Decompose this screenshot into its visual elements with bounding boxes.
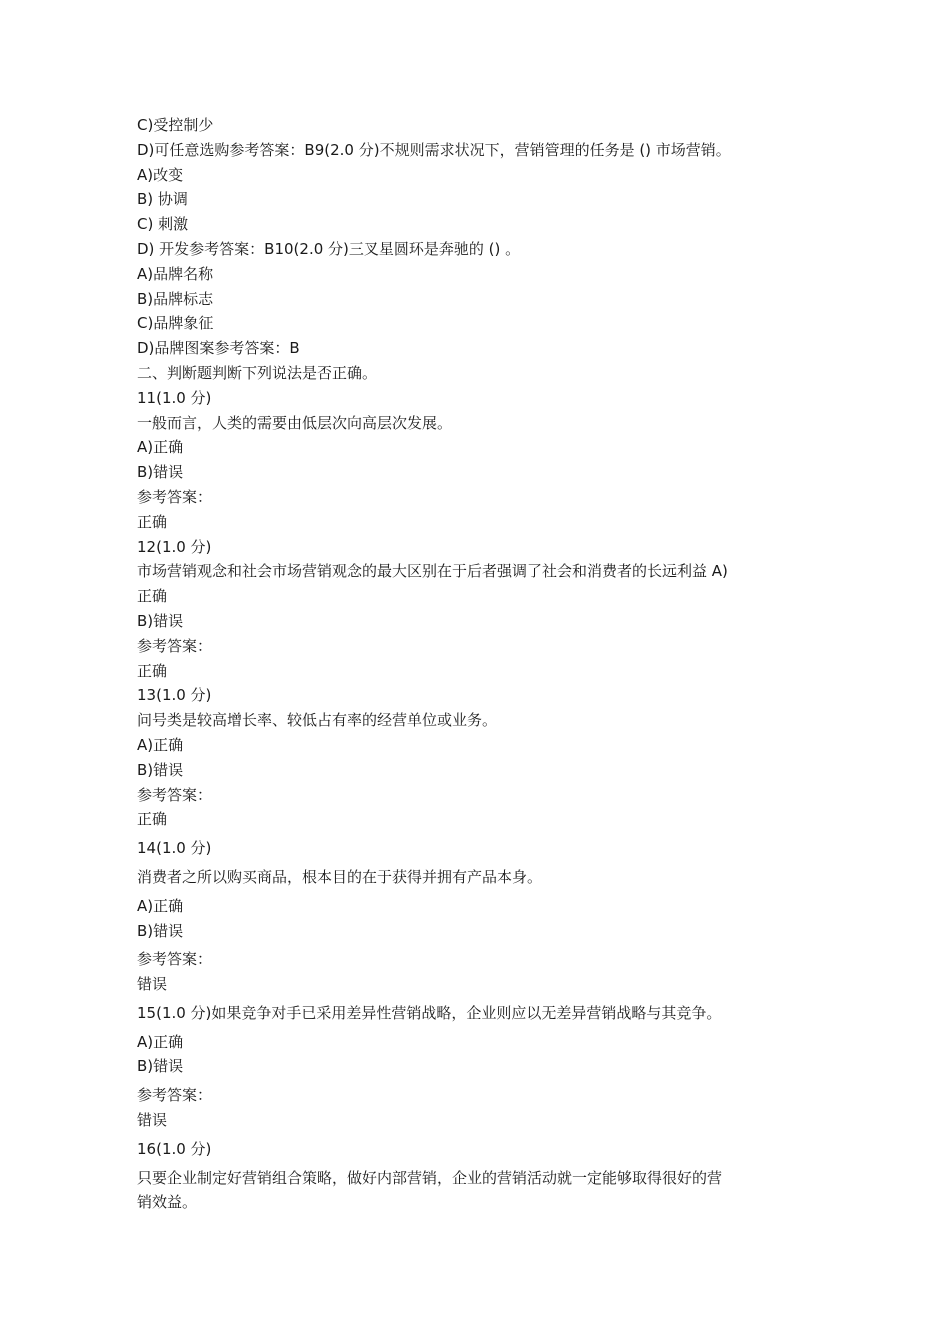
option-d-q9-answer-q10: D) 开发参考答案：B10(2.0 分)三叉星圆环是奔驰的 () 。: [137, 239, 521, 258]
question-number-11: 11(1.0 分): [137, 388, 212, 407]
answer-value-q13: 正确: [137, 810, 168, 829]
answer-label-q15: 参考答案：: [137, 1086, 213, 1105]
question-number-12: 12(1.0 分): [137, 537, 212, 556]
answer-value-q14: 错误: [137, 975, 168, 994]
option-b-q13: B)错误: [137, 760, 184, 779]
answer-value-q15: 错误: [137, 1111, 168, 1130]
option-c-q8: C)受控制少: [137, 116, 214, 134]
option-a-q13: A)正确: [137, 735, 184, 754]
answer-label-q13: 参考答案：: [137, 785, 213, 804]
option-c-q9: C) 刺激: [137, 215, 189, 234]
option-b-q14: B)错误: [137, 921, 184, 940]
option-a-q12: 正确: [137, 587, 168, 606]
question-number-13: 13(1.0 分): [137, 686, 212, 705]
option-b-q15: B)错误: [137, 1057, 184, 1076]
answer-value-q11: 正确: [137, 512, 168, 531]
option-b-q12: B)错误: [137, 611, 184, 630]
answer-label-q12: 参考答案：: [137, 636, 213, 655]
question-15: 15(1.0 分)如果竞争对手已采用差异性营销战略，企业则应以无差异营销战略与其竞争。: [137, 1003, 722, 1022]
option-a-q14: A)正确: [137, 896, 184, 915]
option-a-q10: A)品牌名称: [137, 264, 214, 283]
question-text-13: 问号类是较高增长率、较低占有率的经营单位或业务。: [137, 711, 498, 730]
option-b-q11: B)错误: [137, 463, 184, 482]
option-d-q8-answer-q9: D)可任意选购参考答案：B9(2.0 分)不规则需求状况下，营销管理的任务是 () 市场营销。: [137, 140, 731, 159]
question-text-12: 市场营销观念和社会市场营销观念的最大区别在于后者强调了社会和消费者的长远利益 A): [137, 562, 728, 581]
option-a-q11: A)正确: [137, 438, 184, 457]
question-number-16: 16(1.0 分): [137, 1139, 212, 1158]
option-d-q10-answer: D)品牌图案参考答案：B: [137, 339, 300, 358]
answer-label-q11: 参考答案：: [137, 487, 213, 506]
option-a-q9: A)改变: [137, 165, 184, 184]
question-text-11: 一般而言，人类的需要由低层次向高层次发展。: [137, 413, 453, 432]
section-heading: 二、判断题判断下列说法是否正确。: [137, 363, 378, 382]
question-text-14: 消费者之所以购买商品，根本目的在于获得并拥有产品本身。: [137, 867, 543, 886]
answer-value-q12: 正确: [137, 661, 168, 680]
answer-label-q14: 参考答案：: [137, 950, 213, 969]
question-text-16-cont: 销效益。: [137, 1193, 198, 1212]
document-page: [137, 113, 827, 1215]
option-b-q10: B)品牌标志: [137, 289, 214, 308]
option-b-q9: B) 协调: [137, 190, 188, 209]
option-a-q15: A)正确: [137, 1032, 184, 1051]
question-text-16: 只要企业制定好营销组合策略，做好内部营销，企业的营销活动就一定能够取得很好的营: [137, 1168, 723, 1187]
option-c-q10: C)品牌象征: [137, 314, 214, 333]
question-number-14: 14(1.0 分): [137, 839, 212, 858]
